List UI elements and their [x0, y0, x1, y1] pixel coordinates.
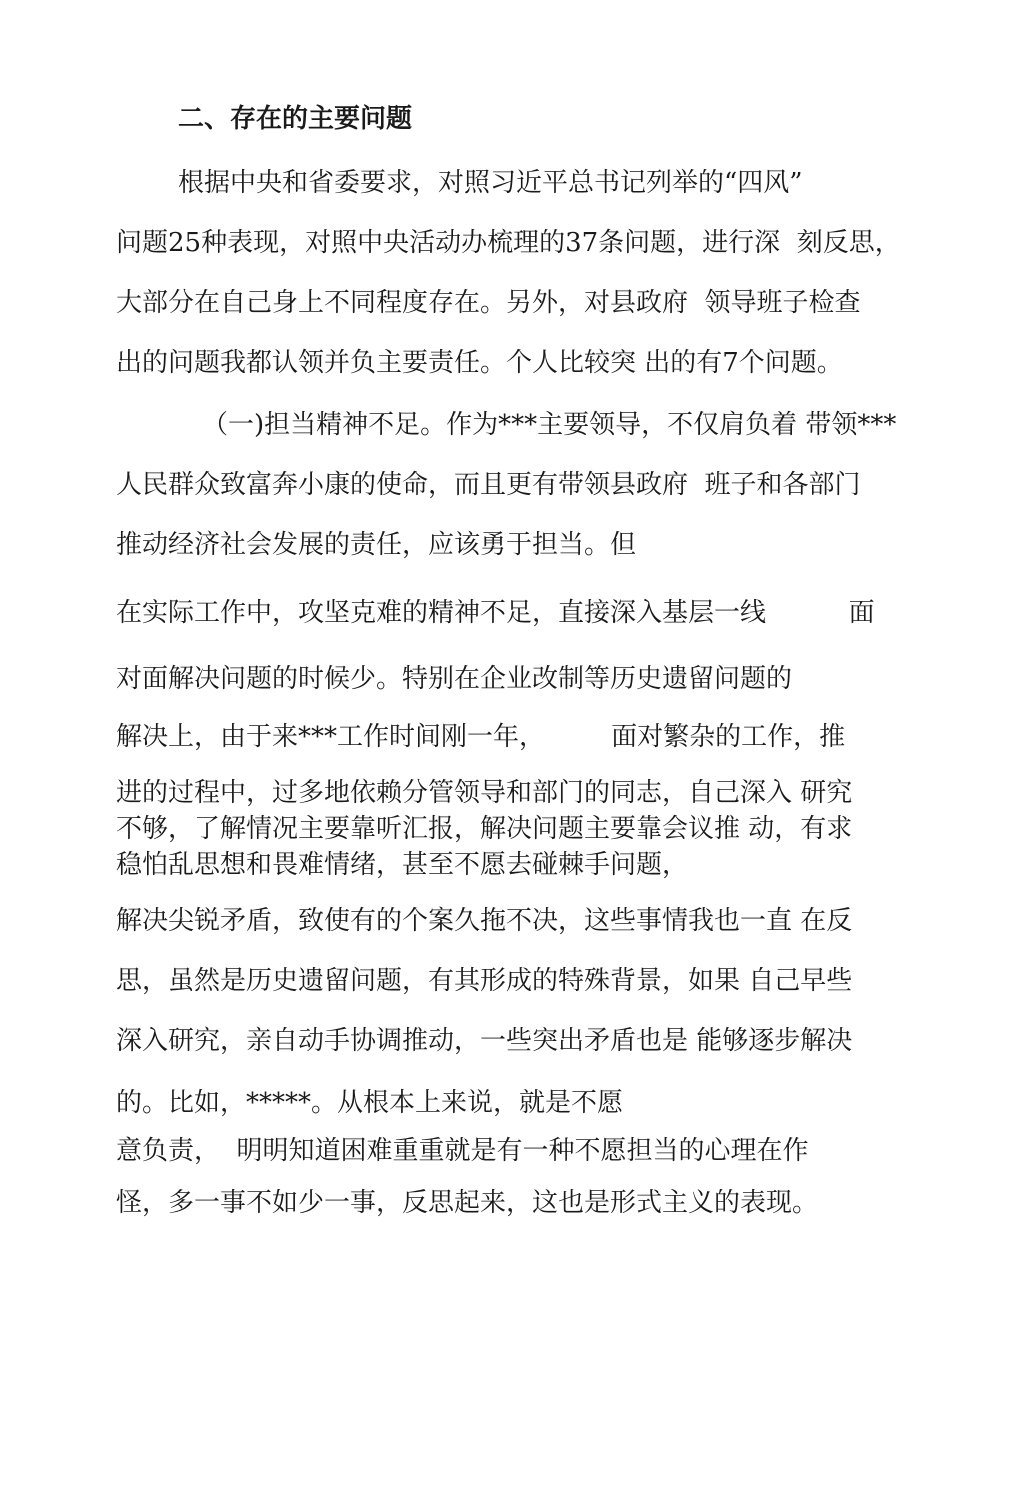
paragraph-line: 大部分在自己身上不同程度存在。另外，对县政府 领导班子检查: [116, 288, 861, 318]
paragraph-line: 对面解决问题的时候少。特别在企业改制等历史遗留问题的: [116, 664, 793, 694]
paragraph-line: 解决尖锐矛盾，致使有的个案久拖不决，这些事情我也一直 在反: [116, 906, 853, 936]
paragraph-line: 怪，多一事不如少一事，反思起来，这也是形式主义的表现。: [116, 1188, 819, 1218]
paragraph-line: 不够，了解情况主要靠听汇报，解决问题主要靠会议推 动，有求: [116, 814, 853, 844]
paragraph-line: 的。比如，*****。从根本上来说，就是不愿: [116, 1088, 624, 1118]
paragraph-line: 解决上，由于来***工作时间刚一年， 面对繁杂的工作，推: [116, 722, 846, 752]
paragraph-line: 人民群众致富奔小康的使命，而且更有带领县政府 班子和各部门: [116, 470, 861, 500]
paragraph-line: 思，虽然是历史遗留问题，有其形成的特殊背景，如果 自己早些: [116, 966, 853, 996]
paragraph-line: 稳怕乱思想和畏难情绪，甚至不愿去碰棘手问题，: [116, 850, 689, 880]
paragraph-line: （一)担当精神不足。作为***主要领导，不仅肩负着 带领***: [202, 410, 897, 440]
paragraph-line: 问题25种表现，对照中央活动办梳理的37条问题，进行深 刻反思，: [116, 228, 901, 258]
paragraph-line: 进的过程中，过多地依赖分管领导和部门的同志，自己深入 研究: [116, 778, 853, 808]
paragraph-line: 根据中央和省委要求，对照习近平总书记列举的“四风”: [178, 168, 803, 198]
paragraph-line: 深入研究，亲自动手协调推动，一些突出矛盾也是 能够逐步解决: [116, 1026, 853, 1056]
paragraph-line: 出的问题我都认领并负主要责任。个人比较突 出的有7个问题。: [116, 348, 843, 378]
paragraph-line: 在实际工作中，攻坚克难的精神不足，直接深入基层一线 面: [116, 598, 875, 628]
paragraph-line: 意负责， 明明知道困难重重就是有一种不愿担当的心理在作: [116, 1136, 809, 1166]
section-heading: 二、存在的主要问题: [178, 104, 413, 134]
paragraph-line: 推动经济社会发展的责任，应该勇于担当。但: [116, 530, 637, 560]
